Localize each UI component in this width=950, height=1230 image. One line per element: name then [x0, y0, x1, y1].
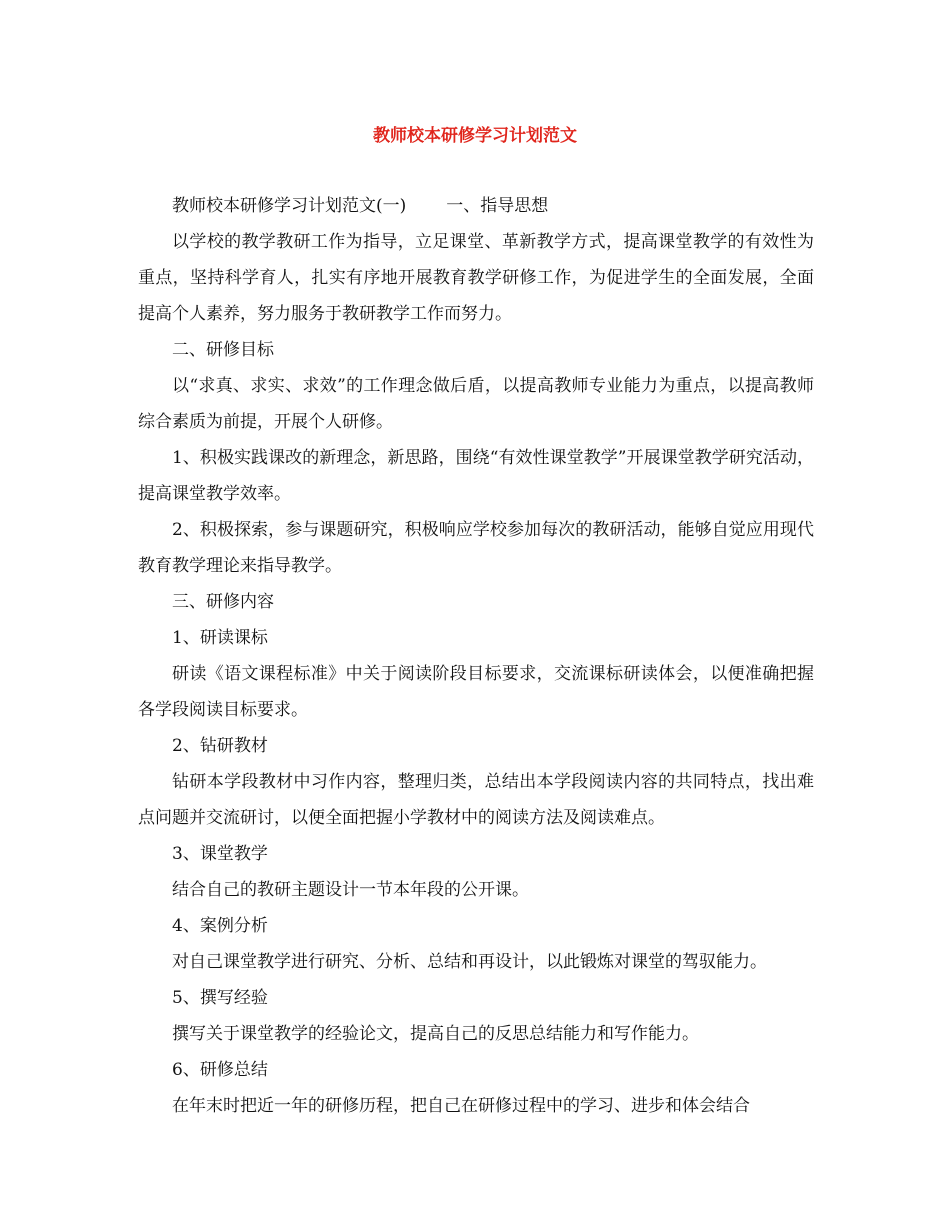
document-body	[138, 188, 814, 1124]
intro-line	[138, 188, 814, 224]
subsection-heading: 4、案例分析	[172, 916, 268, 936]
paragraph: 研读《语文课程标准》中关于阅读阶段目标要求，交流课标研读体会，以便准确把握各学段阅读目标要求。	[138, 664, 814, 720]
paragraph: 以“求真、求实、求效”的工作理念做后盾，以提高教师专业能力为重点，以提高教师综合素质为前提，开展个人研修。	[138, 376, 814, 432]
section1-heading: 一、指导思想	[446, 196, 549, 216]
paragraph: 钻研本学段教材中习作内容，整理归类，总结出本学段阅读内容的共同特点，找出难点问题并交流研讨，以便全面把握小学教材中的阅读方法及阅读难点。	[138, 772, 814, 828]
paragraph: 对自己课堂教学进行研究、分析、总结和再设计，以此锻炼对课堂的驾驭能力。	[172, 952, 767, 972]
paragraph: 撰写关于课堂教学的经验论文，提高自己的反思总结能力和写作能力。	[172, 1024, 699, 1044]
intro-heading: 教师校本研修学习计划范文(一)	[172, 196, 407, 216]
subsection-heading: 6、研修总结	[172, 1060, 268, 1080]
paragraph: 结合自己的教研主题设计一节本年段的公开课。	[172, 880, 529, 900]
subsection-heading: 1、研读课标	[172, 628, 268, 648]
subsection-heading: 2、钻研教材	[172, 736, 268, 756]
subsection-heading: 5、撰写经验	[172, 988, 268, 1008]
section-heading: 二、研修目标	[172, 340, 274, 360]
paragraph: 在年末时把近一年的研修历程，把自己在研修过程中的学习、进步和体会结合	[172, 1096, 750, 1116]
paragraph: 2、积极探索，参与课题研究，积极响应学校参加每次的教研活动，能够自觉应用现代教育教学理论来指导教学。	[138, 520, 814, 576]
paragraph: 1、积极实践课改的新理念，新思路，围绕“有效性课堂教学”开展课堂教学研究活动，提高课堂教学效率。	[138, 448, 814, 504]
document-title: 教师校本研修学习计划范文	[373, 126, 577, 146]
section-heading: 三、研修内容	[172, 592, 274, 612]
paragraph: 以学校的教学教研工作为指导，立足课堂、革新教学方式，提高课堂教学的有效性为重点，坚持科学育人，扎实有序地开展教育教学研修工作，为促进学生的全面发展，全面提高个人素养，努力服务于教研教学工作而努力。	[138, 232, 814, 324]
subsection-heading: 3、课堂教学	[172, 844, 268, 864]
